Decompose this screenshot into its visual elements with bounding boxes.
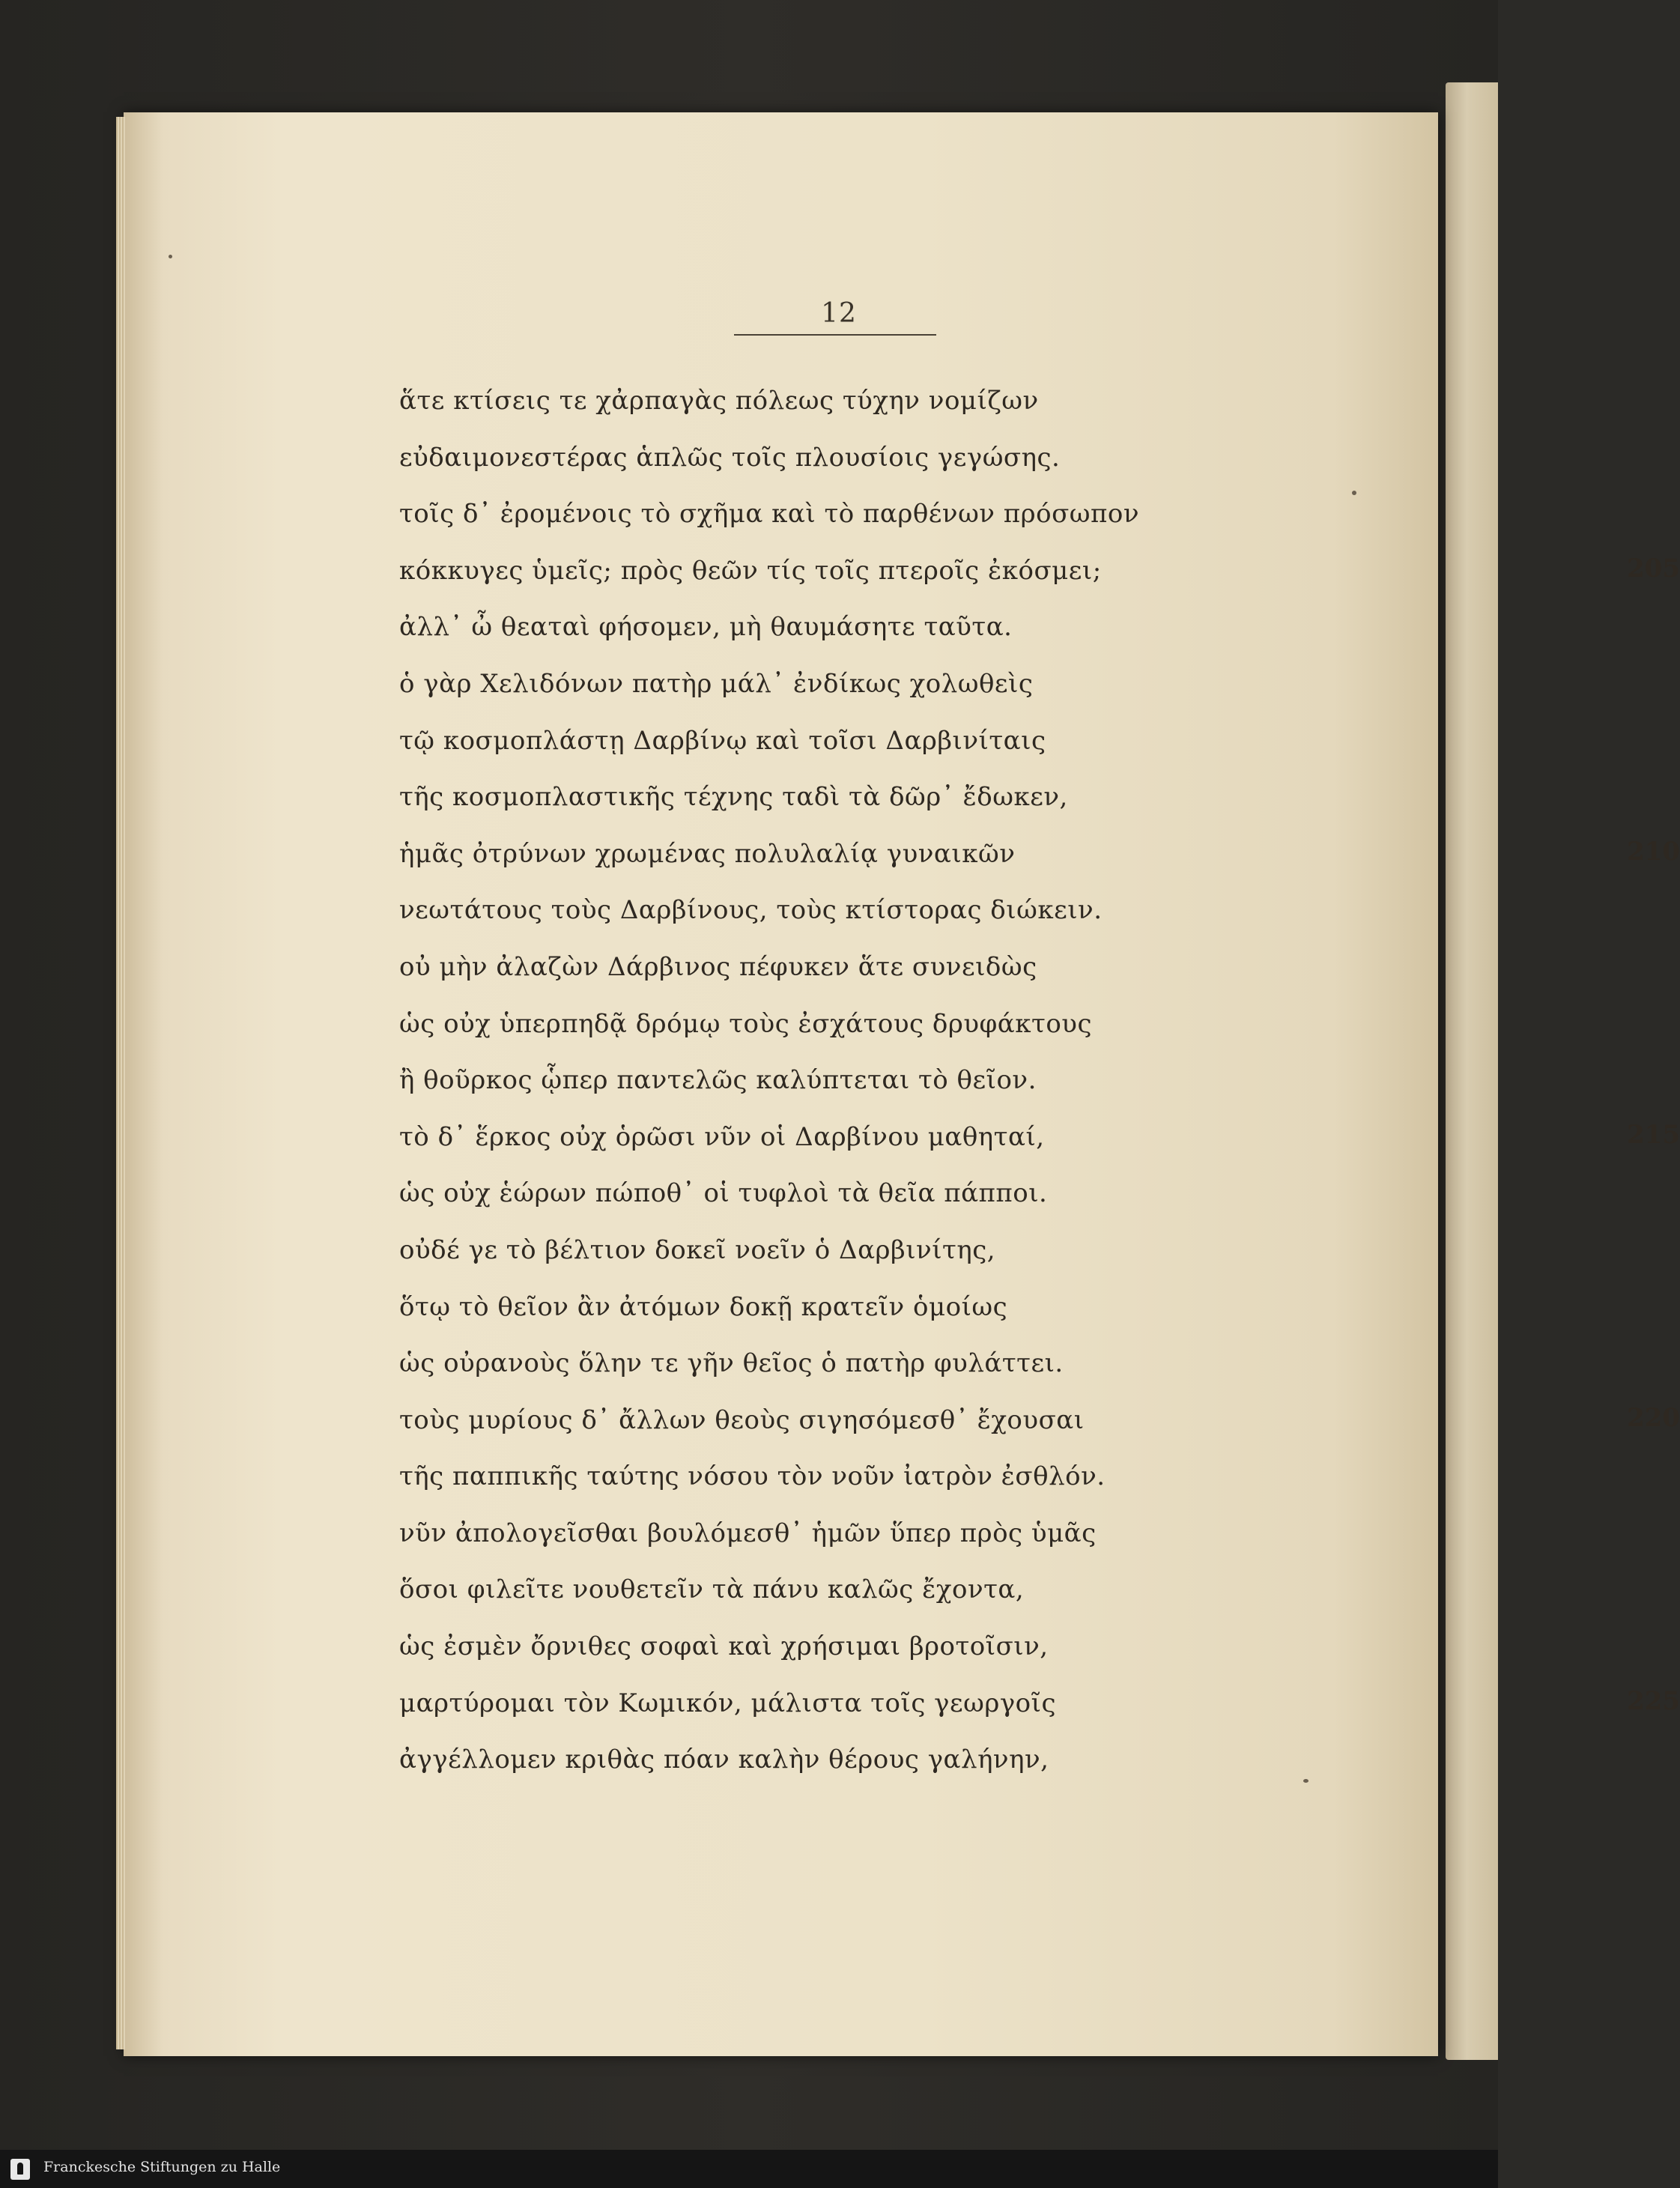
verse-line: οὐ μὴν ἀλαζὼν Δάρβινος πέφυκεν ἅτε συνειδὼς: [399, 951, 1037, 982]
line-number: 225: [1627, 1685, 1680, 1716]
footer-credit: Franckesche Stiftungen zu Halle: [43, 2159, 281, 2175]
verse-line: ὡς οὐχ ἑώρων πώποθ᾽ οἱ τυφλοὶ τὰ θεῖα πάπποι.: [399, 1178, 1048, 1209]
verse-text-block: [399, 373, 1680, 1789]
verse-line: τῆς παππικῆς ταύτης νόσου τὸν νοῦν ἰατρὸν ἐσθλόν.: [399, 1461, 1106, 1492]
verse-line: ὡς ἐσμὲν ὄρνιθες σοφαὶ καὶ χρήσιμαι βροτοῖσιν,: [399, 1631, 1049, 1662]
verse-line: ὅσοι φιλεῖτε νουθετεῖν τὰ πάνυ καλῶς ἔχοντα,: [399, 1575, 1025, 1605]
verse-line: τοῖς δ᾽ ἐρομένοις τὸ σχῆμα καὶ τὸ παρθένων πρόσωπον: [399, 499, 1140, 530]
line-number: 210: [1627, 836, 1680, 867]
verse-line: οὐδέ γε τὸ βέλτιον δοκεῖ νοεῖν ὁ Δαρβινίτης,: [399, 1234, 996, 1265]
verse-line: ἢ θοῦρκος ᾧπερ παντελῶς καλύπτεται τὸ θεῖον.: [399, 1065, 1037, 1096]
paper-speck: [169, 255, 172, 258]
verse-line: ὁ γὰρ Χελιδόνων πατὴρ μάλ᾽ ἐνδίκως χολωθεὶς: [399, 668, 1034, 699]
verse-line: ἀγγέλλομεν κριθὰς πόαν καλὴν θέρους γαλήνην,: [399, 1745, 1049, 1775]
verse-line: ἡμᾶς ὀτρύνων χρωμένας πολυλαλίᾳ γυναικῶν: [399, 838, 1016, 869]
verse-line: τοὺς μυρίους δ᾽ ἄλλων θεοὺς σιγησόμεσθ᾽ ἔχουσαι: [399, 1404, 1085, 1435]
paper-speck: [1352, 491, 1356, 495]
verse-line: τὸ δ᾽ ἕρκος οὐχ ὁρῶσι νῦν οἱ Δαρβίνου μαθηταί,: [399, 1121, 1045, 1152]
verse-line: κόκκυγες ὑμεῖς; πρὸς θεῶν τίς τοῖς πτεροῖς ἐκόσμει;: [399, 555, 1102, 586]
paper-speck: [1303, 1779, 1308, 1783]
foundation-logo-icon: [10, 2159, 30, 2180]
line-number: 205: [1627, 553, 1680, 584]
footer-bar: [0, 2150, 1498, 2188]
verse-line: ὡς οὐρανοὺς ὅλην τε γῆν θεῖος ὁ πατὴρ φυλάττει.: [399, 1348, 1064, 1379]
verse-line: τῷ κοσμοπλάστῃ Δαρβίνῳ καὶ τοῖσι Δαρβινίταις: [399, 725, 1046, 756]
verse-line: νῦν ἀπολογεῖσθαι βουλόμεσθ᾽ ἡμῶν ὕπερ πρὸς ὑμᾶς: [399, 1518, 1097, 1548]
verse-line: ἅτε κτίσεις τε χἀρπαγὰς πόλεως τύχην νομίζων: [399, 386, 1039, 416]
line-number: 215: [1627, 1119, 1680, 1150]
line-number: 220: [1627, 1402, 1680, 1433]
page-number: 12: [821, 298, 857, 329]
header-rule: [734, 334, 936, 336]
verse-line: τῆς κοσμοπλαστικῆς τέχνης ταδὶ τὰ δῶρ᾽ ἔδωκεν,: [399, 782, 1068, 813]
verse-line: εὐδαιμονεστέρας ἁπλῶς τοῖς πλουσίοις γεγώσης.: [399, 442, 1061, 473]
verse-line: μαρτύρομαι τὸν Κωμικόν, μάλιστα τοῖς γεωργοῖς: [399, 1688, 1056, 1718]
verse-line: ὅτῳ τὸ θεῖον ἂν ἀτόμων δοκῇ κρατεῖν ὁμοίως: [399, 1291, 1008, 1322]
facing-page-edge: [1446, 82, 1498, 2060]
verse-line: νεωτάτους τοὺς Δαρβίνους, τοὺς κτίστορας διώκειν.: [399, 895, 1103, 926]
verse-line: ἀλλ᾽ ὦ θεαταὶ φήσομεν, μὴ θαυμάσητε ταῦτα.: [399, 612, 1013, 643]
verse-line: ὡς οὐχ ὑπερπηδᾷ δρόμῳ τοὺς ἐσχάτους δρυφάκτους: [399, 1008, 1092, 1039]
